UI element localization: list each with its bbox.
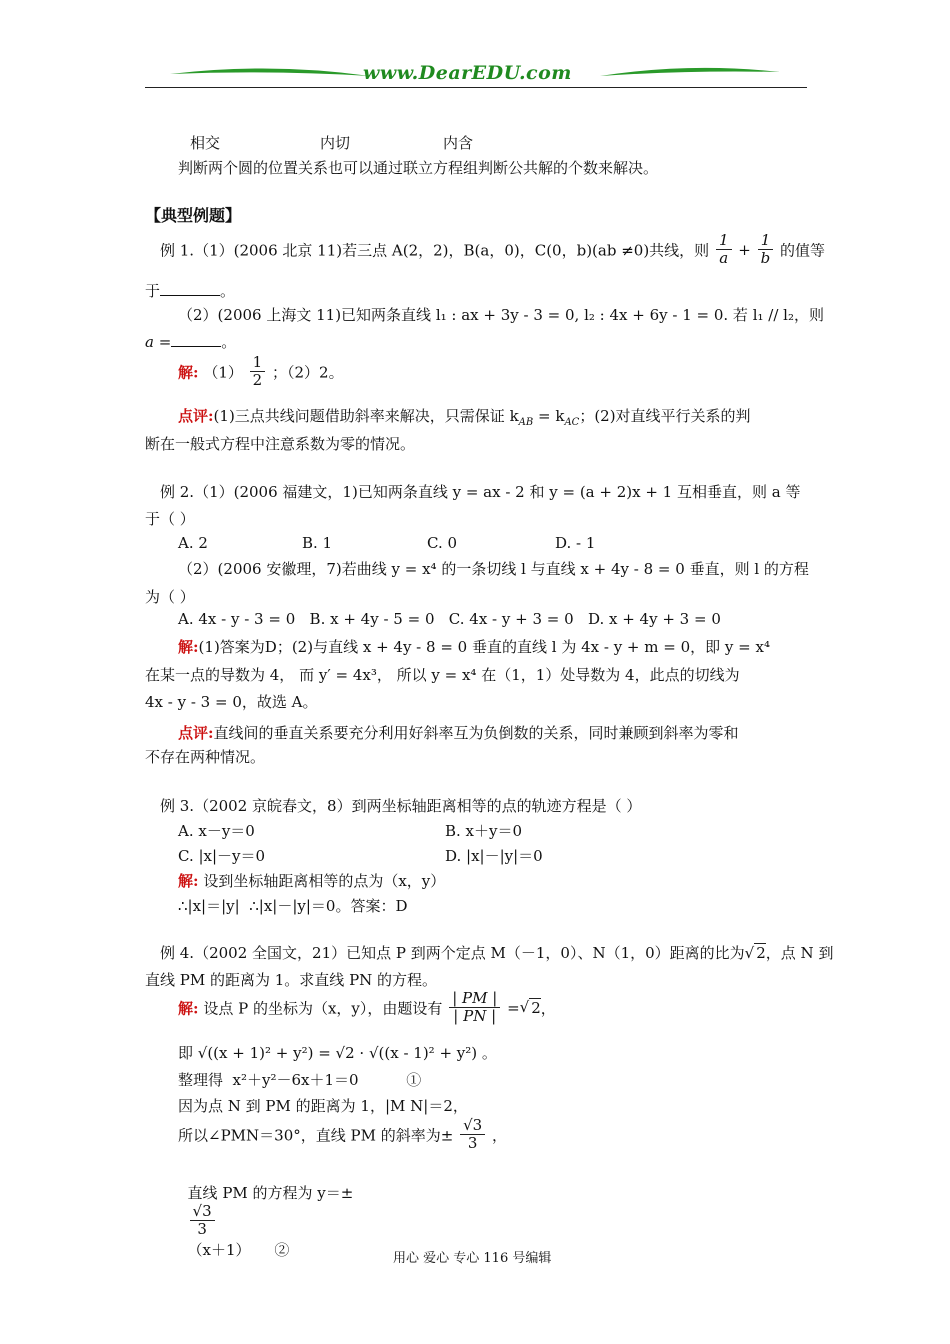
ex2-line4: 为（ ） [145,588,195,606]
ex1-line4: a = 。 [145,333,237,351]
ex2-opt-b: B. 1 [302,534,333,552]
intro-label-3: 内含 [443,134,474,152]
ex4-line1: 例 4.（2002 全国文，21）已知点 P 到两个定点 M（－1，0）、N（1，0）距离的比为√ 2，点 N 到 [160,944,834,962]
ex3-solution-line1: 解: 设到坐标轴距离相等的点为（x，y） [178,872,446,890]
ex2-solution-line1: 解:(1)答案为D；(2)与直线 x + 4y - 8 = 0 垂直的直线 l 为 4x - y + m = 0，即 y = x⁴ [178,638,770,656]
ex2-opt-d: D. - 1 [555,534,596,552]
ex2-opts2: A. 4x - y - 3 = 0 B. x + 4y - 5 = 0 C. 4x - y + 3 = 0 D. x + 4y + 3 = 0 [178,610,721,628]
intro-label-2: 内切 [320,134,351,152]
answer-blank-2 [171,345,221,347]
ex2-line1: 例 2.（1）(2006 福建文，1)已知两条直线 y = ax - 2 和 y = (a + 2)x + 1 互相垂直，则 a 等 [160,483,801,501]
ex4-solution-line4: 因为点 N 到 PM 的距离为 1，|M N|＝2， [178,1097,468,1115]
ex3-opt-c: C. |x|－y＝0 [178,847,266,865]
ex1-line1: 例 1.（1）(2006 北京 11)若三点 A(2，2)，B(a，0)，C(0，b)(ab ≠0)共线，则 $\frac{1}{a}$ + $\frac{1}{b}$ 的值等 [160,231,826,268]
ex2-line3: （2）(2006 安徽理，7)若曲线 y = x⁴ 的一条切线 l 与直线 x + 4y - 8 = 0 垂直，则 l 的方程 [178,560,809,578]
ex2-solution-line2: 在某一点的导数为 4， 而 y′ = 4x³， 所以 y = x⁴ 在（1，1）处导数为 4，此点的切线为 [145,666,740,684]
frac-1-over-2: $\frac{1}{2}$ [250,354,266,390]
frac-sqrt3-over-3-b: $\frac{√3}{3}$ [190,1203,215,1239]
frac-pm-over-pn: $\frac{| PM |}{| PN |}$ [449,990,500,1026]
frac-1-over-b: $\frac{1}{b}$ [758,232,774,268]
ex1-solution: 解: （1） $\frac{1}{2}$ ；（2）2。 [178,353,344,390]
ex2-comment-line1: 点评:直线间的垂直关系要充分利用好斜率互为负倒数的关系，同时兼顾到斜率为零和 [178,724,739,742]
ex2-opt-c: C. 0 [427,534,458,552]
ex3-line1: 例 3.（2002 京皖春文，8）到两坐标轴距离相等的点的轨迹方程是（ ） [160,797,642,815]
section-title: 【典型例题】 [145,206,242,225]
intro-note: 判断两个圆的位置关系也可以通过联立方程组判断公共解的个数来解决。 [178,159,659,177]
ex4-solution-line3: 整理得 x²＋y²－6x＋1＝0 ① [178,1071,422,1089]
ex1-line3: （2）(2006 上海文 11)已知两条直线 l₁ : ax + 3y - 3 = 0, l₂ : 4x + 6y - 1 = 0. 若 l₁ // l₂，则 [178,306,824,324]
page-header [145,62,807,90]
ex3-opt-b: B. x＋y＝0 [445,822,523,840]
header-rule [145,87,807,88]
ex4-solution-line6: 直线 PM 的方程为 y＝± $\frac{√3}{3}$ （x＋1） ② [187,1184,354,1259]
ex1-line2: 于 。 [145,282,236,300]
header-wave-right [600,64,780,84]
ex1-comment-line1: 点评:(1)三点共线问题借助斜率来解决，只需保证 $k_{AB} = k_{AC}$；(2)对直线平行关系的判 [178,407,751,428]
ex2-line2: 于（ ） [145,510,195,528]
ex2-comment-line2: 不存在两种情况。 [145,748,266,766]
ex2-solution-line3: 4x - y - 3 = 0，故选 A。 [145,693,318,711]
ex4-solution-line5: 所以∠PMN＝30°，直线 PM 的斜率为± $\frac{√3}{3}$ ， [178,1116,507,1153]
ex3-opt-d: D. |x|－|y|＝0 [445,847,543,865]
frac-sqrt3-over-3: $\frac{√3}{3}$ [460,1117,485,1153]
ex4-solution-line2: 即 √((x + 1)² + y²) = √2 · √((x - 1)² + y²) 。 [178,1044,497,1062]
ex3-opt-a: A. x－y＝0 [178,822,255,840]
intro-label-1: 相交 [190,134,221,152]
header-site: www.DearEDU.com [363,62,572,84]
ex2-opt-a: A. 2 [178,534,208,552]
ex1-comment-line2: 断在一般式方程中注意系数为零的情况。 [145,435,416,453]
ex3-solution-line2: ∴|x|＝|y| ∴|x|－|y|＝0。答案：D [178,897,408,915]
page-footer: 用心 爱心 专心 116 号编辑 [393,1251,552,1266]
answer-blank-1 [160,294,220,296]
ex4-line2: 直线 PM 的距离为 1。求直线 PN 的方程。 [145,971,438,989]
frac-1-over-a: $\frac{1}{a}$ [716,232,732,268]
ex4-solution-line1: 解: 设点 P 的坐标为（x，y），由题设有 $\frac{| PM |}{| PN |}$ =√ 2， [178,989,556,1026]
header-wave-left [170,64,370,84]
